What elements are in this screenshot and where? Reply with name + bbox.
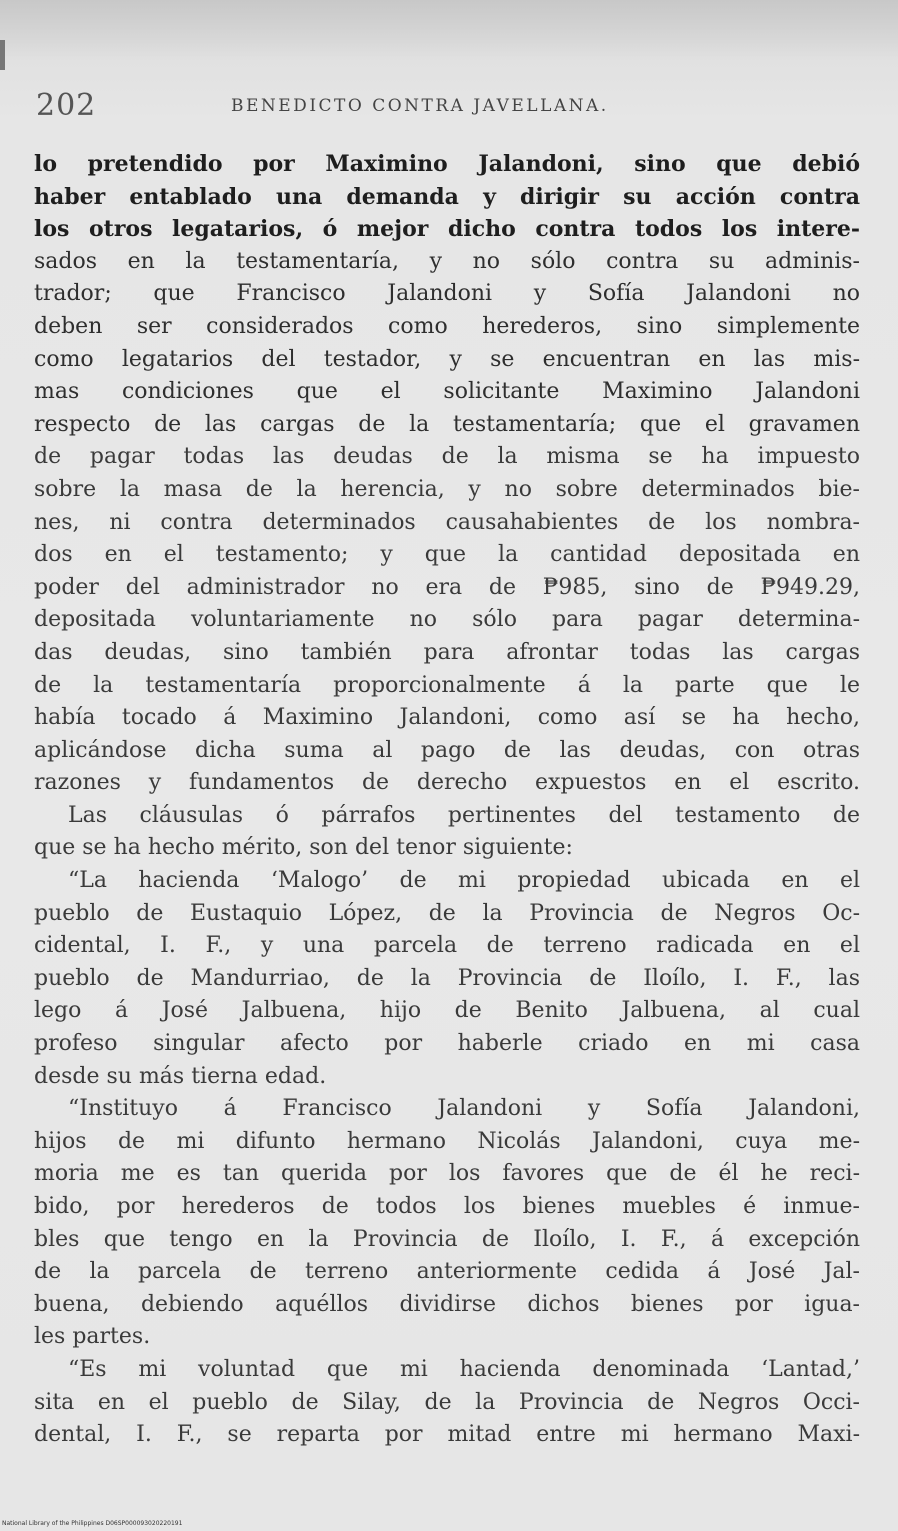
page-header — [36, 88, 866, 128]
text-line: sita en el pueblo de Silay, de la Provincia de Negros Occi- — [34, 1389, 860, 1415]
text-line: mas condiciones que el solicitante Maximino Jalandoni — [34, 379, 860, 405]
text-line: como legatarios del testador, y se encuentran en las mis- — [34, 346, 860, 372]
text-line: aplicándose dicha suma al pago de las deudas, con otras — [34, 737, 860, 763]
text-line: lego á José Jalbuena, hijo de Benito Jalbuena, al cual — [34, 998, 860, 1024]
text-line: bles que tengo en la Provincia de Iloílo, I. F., á excepción — [34, 1226, 860, 1252]
text-line: respecto de las cargas de la testamentaría; que el gravamen — [34, 411, 860, 437]
text-line: había tocado á Maximino Jalandoni, como así se ha hecho, — [34, 705, 860, 731]
page-number: 202 — [36, 88, 97, 123]
text-line: “Instituyo á Francisco Jalandoni y Sofía Jalandoni, — [68, 1096, 860, 1122]
text-line: trador; que Francisco Jalandoni y Sofía Jalandoni no — [34, 281, 860, 307]
text-line: bido, por herederos de todos los bienes muebles é inmue- — [34, 1194, 860, 1219]
text-line: de la testamentaría proporcionalmente á la parte que le — [34, 672, 860, 698]
text-line: les partes. — [34, 1324, 151, 1350]
text-line: moria me es tan querida por los favores que de él he reci- — [34, 1161, 860, 1187]
text-line: razones y fundamentos de derecho expuestos en el escrito. — [34, 770, 860, 796]
text-line: pueblo de Mandurriao, de la Provincia de Iloílo, I. F., las — [34, 965, 860, 991]
text-line: hijos de mi difunto hermano Nicolás Jalandoni, cuya me- — [34, 1128, 860, 1154]
text-line: que se ha hecho mérito, son del tenor siguiente: — [34, 835, 573, 861]
scan-edge-mark — [0, 40, 5, 70]
text-line: desde su más tierna edad. — [34, 1063, 327, 1089]
text-line: depositada voluntariamente no sólo para pagar determina- — [34, 607, 860, 633]
text-line: sados en la testamentaría, y no sólo contra su adminis- — [34, 248, 860, 274]
text-line: “Es mi voluntad que mi hacienda denominada ‘Lantad,’ — [68, 1356, 860, 1382]
library-watermark: National Library of the Philippines D06SP000093020220191 — [2, 1520, 183, 1527]
running-head: BENEDICTO CONTRA JAVELLANA. — [231, 96, 609, 116]
text-line: Las cláusulas ó párrafos pertinentes del testamento de — [68, 802, 860, 828]
text-line: buena, debiendo aquéllos dividirse dichos bienes por igua- — [34, 1291, 860, 1317]
scan-shadow — [0, 0, 898, 60]
text-line: “La hacienda ‘Malogo’ de mi propiedad ubicada en el — [68, 868, 860, 894]
text-line: lo pretendido por Maximino Jalandoni, sino que debió — [34, 151, 860, 177]
text-line: los otros legatarios, ó mejor dicho contra todos los intere- — [34, 216, 860, 243]
text-line: de la parcela de terreno anteriormente cedida á José Jal- — [34, 1259, 860, 1285]
body-text — [34, 148, 860, 1452]
text-line: dental, I. F., se reparta por mitad entre mi hermano Maxi- — [34, 1422, 860, 1448]
text-line: deben ser considerados como herederos, sino simplemente — [34, 313, 860, 339]
text-line: nes, ni contra determinados causahabientes de los nombra- — [34, 509, 860, 535]
text-line: sobre la masa de la herencia, y no sobre determinados bie- — [34, 476, 860, 502]
text-line: de pagar todas las deudas de la misma se ha impuesto — [34, 444, 860, 470]
text-line: cidental, I. F., y una parcela de terreno radicada en el — [34, 933, 860, 959]
text-line: das deudas, sino también para afrontar todas las cargas — [34, 639, 860, 665]
text-line: haber entablado una demanda y dirigir su acción contra — [34, 183, 860, 210]
text-line: profeso singular afecto por haberle criado en mi casa — [34, 1031, 860, 1057]
text-line: pueblo de Eustaquio López, de la Provincia de Negros Oc- — [34, 900, 860, 926]
text-line: poder del administrador no era de ₱985, sino de ₱949.29, — [34, 574, 860, 600]
text-line: dos en el testamento; y que la cantidad depositada en — [34, 542, 860, 568]
